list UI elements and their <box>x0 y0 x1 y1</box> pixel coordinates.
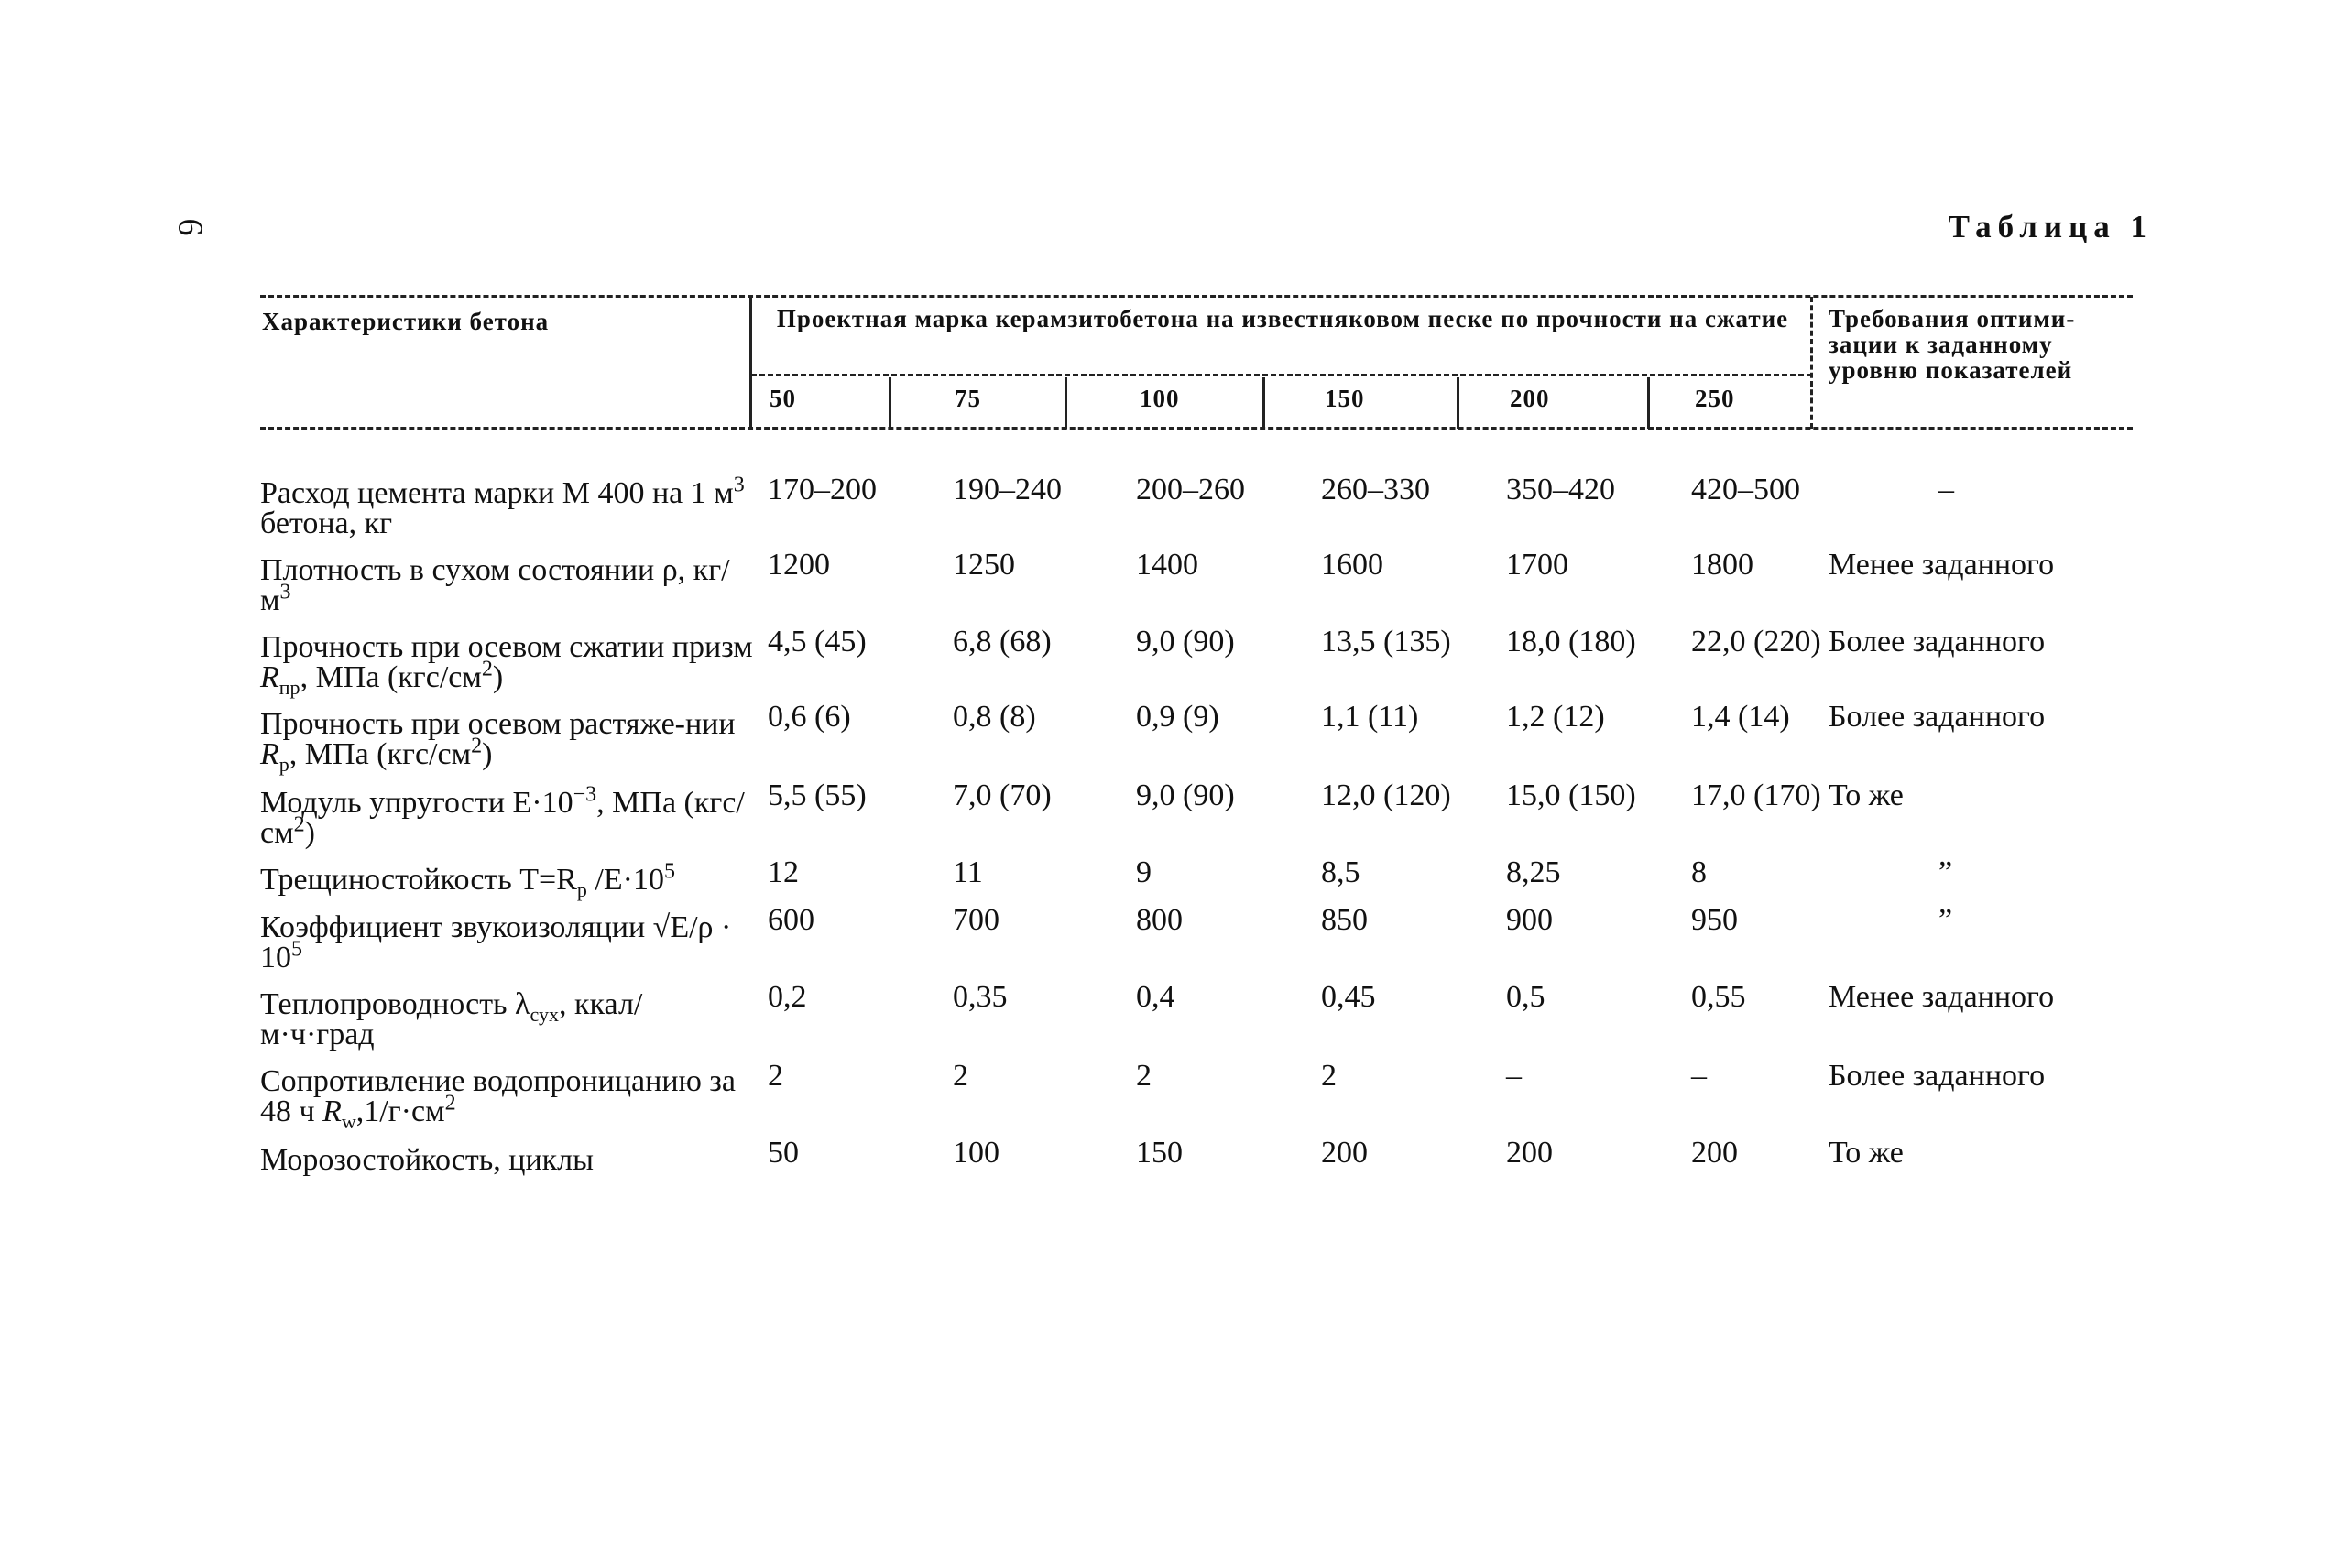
table-cell: 2 <box>768 1059 783 1093</box>
table-cell: 5,5 (55) <box>768 779 867 812</box>
grade-group-divider <box>751 374 1812 376</box>
table-cell: 100 <box>953 1136 999 1170</box>
header-divider-left <box>749 297 752 429</box>
table-cell: 17,0 (170) <box>1691 779 1821 812</box>
table-cell: 0,55 <box>1691 980 1746 1014</box>
grade-divider <box>1457 377 1459 429</box>
table-cell: 6,8 (68) <box>953 625 1052 659</box>
grade-divider <box>1065 377 1067 429</box>
grade-header: 50 <box>770 385 796 412</box>
table-cell: 1,4 (14) <box>1691 700 1790 734</box>
table-cell-requirement: ” <box>1938 855 1953 889</box>
table-cell-requirement: То же <box>1829 1136 1904 1170</box>
table-cell: 1800 <box>1691 548 1753 582</box>
table-cell-requirement: Более заданного <box>1829 1059 2046 1093</box>
table-cell: 150 <box>1136 1136 1183 1170</box>
table-cell: 200 <box>1691 1136 1738 1170</box>
table-cell: 11 <box>953 855 983 889</box>
table-cell: 9,0 (90) <box>1136 625 1235 659</box>
table-cell: – <box>1506 1059 1522 1093</box>
table-cell: 200 <box>1506 1136 1553 1170</box>
table-cell: 1200 <box>768 548 830 582</box>
table-cell: 600 <box>768 903 814 937</box>
table-top-rule <box>260 295 2133 298</box>
grade-header: 150 <box>1325 385 1365 412</box>
table-cell: 0,4 <box>1136 980 1175 1014</box>
row-label-tension-strength: Прочность при осевом растяже-нии $R_р$, МПа $(кгс/см^2)$ <box>260 707 736 776</box>
header-divider-right <box>1810 297 1813 429</box>
table-cell: 2 <box>953 1059 968 1093</box>
table-cell: 0,35 <box>953 980 1008 1014</box>
row-label-density: Плотность в сухом состоянии ρ, $кг/м^3$ <box>260 553 730 617</box>
table-cell: 1700 <box>1506 548 1568 582</box>
table-cell: 0,5 <box>1506 980 1545 1014</box>
table-cell-requirement: То же <box>1829 779 1904 812</box>
table-cell: 170–200 <box>768 473 877 506</box>
row-label-elastic-modulus: Модуль упругости $E\cdot 10^{-3}$, МПа $(кгс/см^2)$ <box>260 782 745 850</box>
table-cell-requirement: Более заданного <box>1829 700 2046 734</box>
table-cell: 800 <box>1136 903 1183 937</box>
grade-header: 200 <box>1510 385 1550 412</box>
table-cell: 8,25 <box>1506 855 1561 889</box>
row-label-prism-strength: Прочность при осевом сжатии призм $R_{пр}$, МПа $(кгс/см^2)$ <box>260 630 753 699</box>
table-cell-requirement: Менее заданного <box>1829 548 2055 582</box>
table-cell: 1,1 (11) <box>1321 700 1419 734</box>
table-cell: 0,2 <box>768 980 807 1014</box>
table-cell: 1600 <box>1321 548 1383 582</box>
table-cell: 950 <box>1691 903 1738 937</box>
table-cell: – <box>1691 1059 1707 1093</box>
grade-header: 100 <box>1140 385 1180 412</box>
header-grade-group: Проектная марка керамзитобетона на известняковом песке по прочности на сжатие <box>776 305 1789 332</box>
table-cell: 50 <box>768 1136 799 1170</box>
table-cell: 0,8 (8) <box>953 700 1036 734</box>
table-cell: 13,5 (135) <box>1321 625 1451 659</box>
row-label-thermal-conductivity: Теплопроводность $\lambda_{сух}$, ккал/м·ч·град <box>260 987 643 1051</box>
table-cell: 1400 <box>1136 548 1198 582</box>
table-cell-requirement: – <box>1938 473 1954 506</box>
table-cell: 22,0 (220) <box>1691 625 1821 659</box>
table-cell: 18,0 (180) <box>1506 625 1636 659</box>
grade-header: 250 <box>1695 385 1735 412</box>
table-cell: 9 <box>1136 855 1152 889</box>
table-cell: 12,0 (120) <box>1321 779 1451 812</box>
table-cell-requirement: Более заданного <box>1829 625 2046 659</box>
page-number: 6 <box>170 218 210 236</box>
table-cell: 15,0 (150) <box>1506 779 1636 812</box>
table-cell: 0,9 (9) <box>1136 700 1219 734</box>
header-characteristics: Характеристики бетона <box>262 308 550 335</box>
table-cell: 700 <box>953 903 999 937</box>
table-header-bottom-rule <box>260 427 2133 430</box>
table-cell: 190–240 <box>953 473 1062 506</box>
table-cell-requirement: ” <box>1938 903 1953 937</box>
table-cell: 2 <box>1136 1059 1152 1093</box>
table-cell: 9,0 (90) <box>1136 779 1235 812</box>
table-cell: 0,45 <box>1321 980 1376 1014</box>
row-label-frost-resistance: Морозостойкость, циклы <box>260 1143 594 1177</box>
grade-divider <box>1647 377 1650 429</box>
row-label-water-resistance: Сопротивление водопроницанию за 48 ч $R_w,1/г\cdot см^2$ <box>260 1064 736 1133</box>
table-cell: 12 <box>768 855 799 889</box>
grade-header: 75 <box>955 385 981 412</box>
table-cell: 8 <box>1691 855 1707 889</box>
table-cell: 4,5 (45) <box>768 625 867 659</box>
row-label-cement: Расход цемента марки М 400 на 1 $м^3$ бетона, кг <box>260 473 745 540</box>
table-cell: 1250 <box>953 548 1015 582</box>
grade-divider <box>889 377 891 429</box>
table-cell: 350–420 <box>1506 473 1615 506</box>
table-title: Таблица 1 <box>1948 209 2153 245</box>
header-requirements: Требования оптими-зации к заданному уровню показателей <box>1829 305 2076 384</box>
table-cell: 900 <box>1506 903 1553 937</box>
table-cell: 200–260 <box>1136 473 1245 506</box>
table-cell: 420–500 <box>1691 473 1800 506</box>
row-label-crack-resistance: Трещиностойкость $T=R_р$ $/E\cdot 10^5$ <box>260 859 675 901</box>
table-cell: 2 <box>1321 1059 1337 1093</box>
table-cell-requirement: Менее заданного <box>1829 980 2055 1014</box>
row-label-sound-insulation: Коэффициент звукоизоляции $√E/\rho \cdot 10^5$ <box>260 910 732 975</box>
table-cell: 200 <box>1321 1136 1368 1170</box>
table-cell: 0,6 (6) <box>768 700 851 734</box>
table-cell: 260–330 <box>1321 473 1430 506</box>
table-cell: 1,2 (12) <box>1506 700 1605 734</box>
grade-divider <box>1262 377 1265 429</box>
table-cell: 7,0 (70) <box>953 779 1052 812</box>
table-cell: 8,5 <box>1321 855 1360 889</box>
table-cell: 850 <box>1321 903 1368 937</box>
